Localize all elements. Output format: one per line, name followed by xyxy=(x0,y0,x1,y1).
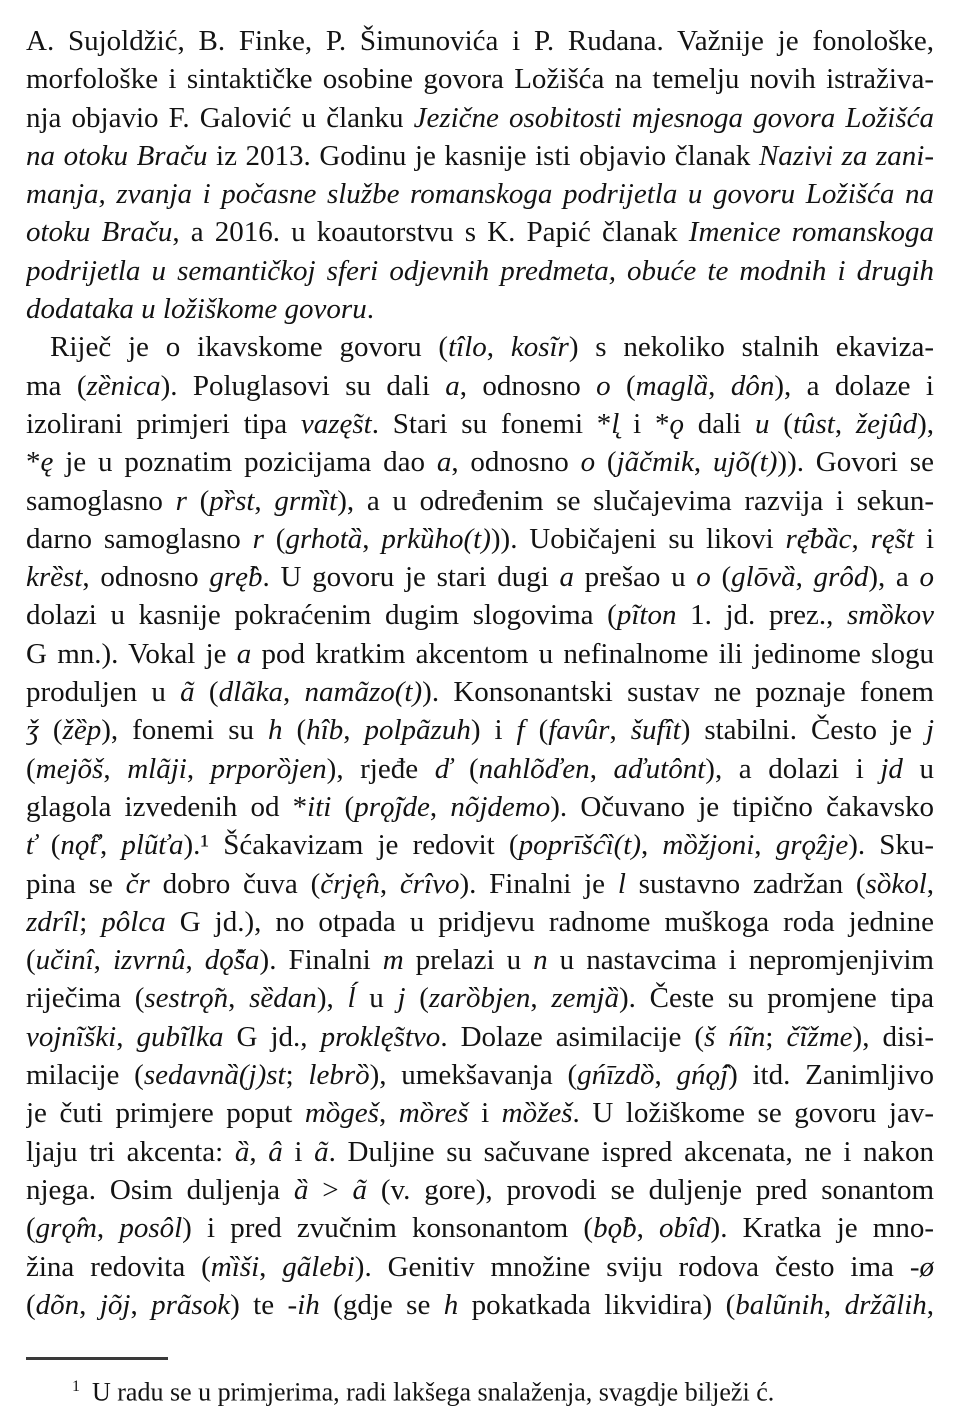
text-line xyxy=(26,826,934,864)
text-segment: ), xyxy=(917,407,934,440)
text-segment: ) stabilni. Često je xyxy=(680,714,926,747)
text-segment: žina redovita ( xyxy=(26,1250,211,1283)
text-segment: ), a dolaze i xyxy=(774,369,934,402)
italic-text-segment: gńīzdȍ xyxy=(577,1059,655,1092)
text-line xyxy=(26,290,934,328)
footnote xyxy=(26,1370,934,1410)
text-segment: , xyxy=(926,867,934,900)
text-segment: , odnosno xyxy=(82,561,210,594)
italic-text-segment: nahlõďen xyxy=(478,752,590,785)
italic-text-segment: obîd xyxy=(658,1212,711,1245)
text-segment: ( xyxy=(194,676,219,709)
text-segment: nja objavio F. Galović u članku xyxy=(26,101,414,134)
text-segment: ), rjeđe xyxy=(326,752,435,785)
text-segment: A. Sujoldžić, B. Finke, P. Šimunovića i P. Rudana. Važnije je fonološke, xyxy=(26,25,934,57)
text-segment: ), a xyxy=(868,561,920,594)
text-line xyxy=(26,405,934,443)
text-segment: ), umekšavanja ( xyxy=(369,1059,578,1092)
text-line xyxy=(26,979,934,1017)
italic-text-segment: dõn xyxy=(35,1288,80,1321)
text-segment: )). Uobičajeni su likovi xyxy=(490,522,786,555)
text-line xyxy=(26,252,934,290)
italic-text-segment: črîvo xyxy=(399,867,460,900)
italic-text-segment: ujõ(t) xyxy=(712,446,778,479)
footnote-text: U radu se u primjerima, radi lakšega snalaženja, svagdje bilježi ć. xyxy=(92,1377,775,1407)
italic-text-segment: aďutônt xyxy=(613,752,706,785)
text-segment: ), xyxy=(316,982,348,1015)
text-segment: ( xyxy=(186,484,210,517)
text-line xyxy=(26,22,934,60)
text-segment: prelazi u xyxy=(403,944,534,977)
italic-text-segment: jãčmik xyxy=(616,446,694,479)
italic-text-segment: namãzo(t) xyxy=(304,676,423,709)
italic-text-segment: bǫ̂b xyxy=(593,1212,637,1245)
italic-text-segment: smȍkov xyxy=(847,599,934,632)
text-segment: . Stari su fonemi * xyxy=(371,407,612,440)
text-line xyxy=(26,482,934,520)
italic-text-segment: prãsok xyxy=(151,1288,231,1321)
italic-text-segment: r xyxy=(175,484,187,517)
italic-text-segment: čr xyxy=(125,867,150,900)
text-segment: ( xyxy=(26,1212,36,1245)
text-segment: dali xyxy=(683,407,755,440)
text-segment: , xyxy=(103,752,128,785)
italic-text-segment: maglȁ xyxy=(635,369,709,402)
text-segment: , xyxy=(754,829,776,862)
text-segment: , xyxy=(708,369,731,402)
italic-text-segment: l̨ xyxy=(611,407,620,440)
text-line xyxy=(26,788,934,826)
italic-text-segment: gãlebi xyxy=(282,1250,355,1283)
text-segment: ( xyxy=(263,522,286,555)
italic-text-segment: ǫ xyxy=(669,407,684,440)
text-segment: )). Govori se xyxy=(777,446,934,479)
text-segment: u xyxy=(902,752,934,785)
italic-text-segment: iti xyxy=(307,790,332,823)
italic-text-segment: Imenice romanskoga xyxy=(688,216,934,249)
text-segment: ) s nekoliko stalnih ekaviza- xyxy=(568,331,934,364)
text-segment: , a 2016. u koautorstvu s K. Papić članak xyxy=(172,216,689,249)
text-segment: ( xyxy=(610,369,636,402)
italic-text-segment: žejûd xyxy=(855,407,918,440)
text-segment: glagola izvedenih od * xyxy=(26,790,308,823)
text-segment: ). Očuvano je tipično čakavsko xyxy=(550,790,934,823)
italic-text-segment: jõj xyxy=(99,1288,131,1321)
text-segment: ( xyxy=(524,714,549,747)
italic-text-segment: jd xyxy=(880,752,903,785)
text-line xyxy=(26,558,934,596)
italic-text-segment: a xyxy=(436,446,452,479)
italic-text-segment: ȁ xyxy=(293,1173,309,1206)
text-segment: Riječ je o ikavskome govoru ( xyxy=(50,331,449,364)
italic-text-segment: š ńĩn xyxy=(704,1020,766,1053)
text-line xyxy=(26,1094,934,1132)
italic-text-segment: posôl xyxy=(119,1212,183,1245)
text-segment: , xyxy=(362,522,382,555)
text-segment: , odnosno xyxy=(459,369,597,402)
italic-text-segment: sedavnȁ(j)st xyxy=(143,1059,286,1092)
text-segment: G mn.). Vokal je xyxy=(26,637,237,670)
text-segment: . U ložiškome se govoru jav- xyxy=(572,1097,934,1130)
text-segment: ( xyxy=(38,714,63,747)
text-line xyxy=(26,175,934,213)
text-segment: * xyxy=(26,446,41,479)
text-line xyxy=(26,520,934,558)
italic-text-segment: ã xyxy=(314,1135,329,1168)
italic-text-segment: o xyxy=(596,369,611,402)
text-segment: ). Sku- xyxy=(848,829,934,862)
text-segment: , xyxy=(254,484,275,517)
italic-text-segment: ã xyxy=(180,676,195,709)
italic-text-segment: tîlo xyxy=(448,331,487,364)
italic-text-segment: polpãzuh xyxy=(364,714,471,747)
text-segment: , xyxy=(228,982,250,1015)
italic-text-segment: prporȍjen xyxy=(210,752,327,785)
text-line xyxy=(26,328,934,366)
text-segment: ( xyxy=(331,790,355,823)
italic-text-segment: Nazivi za zani- xyxy=(758,139,934,172)
text-segment: samoglasno xyxy=(26,484,176,517)
text-segment: ) i pred zvučnim konsonantom ( xyxy=(182,1212,594,1245)
footnote-rule xyxy=(26,1357,168,1360)
text-segment: i xyxy=(914,522,934,555)
italic-text-segment: nõjdemo xyxy=(450,790,551,823)
text-segment: , xyxy=(130,1288,152,1321)
text-line xyxy=(26,137,934,175)
text-segment: dobro čuva ( xyxy=(149,867,321,900)
text-line xyxy=(26,1056,934,1094)
text-segment: , xyxy=(93,944,113,977)
italic-text-segment: Jezične osobitosti mjesnoga govora Ložišća xyxy=(413,101,934,134)
italic-text-segment: mejõš xyxy=(35,752,104,785)
text-segment: njega. Osim duljenja xyxy=(26,1173,294,1206)
text-segment: ( xyxy=(595,446,617,479)
text-line xyxy=(26,213,934,251)
italic-text-segment: pȑst xyxy=(209,484,255,517)
italic-text-segment: grǫ̂m xyxy=(35,1212,97,1245)
text-segment: . U govoru je stari dugi xyxy=(262,561,560,594)
text-line xyxy=(26,99,934,137)
italic-text-segment: j xyxy=(925,714,934,747)
text-segment: i * xyxy=(619,407,670,440)
text-segment: ) te xyxy=(230,1288,288,1321)
text-segment: , xyxy=(486,331,511,364)
italic-text-segment: glōvȁ xyxy=(731,561,796,594)
italic-text-segment: r xyxy=(252,522,264,555)
italic-text-segment: žȅp xyxy=(62,714,102,747)
text-segment: ). Česte su promjene tipa xyxy=(619,982,934,1015)
italic-text-segment: dôn xyxy=(730,369,775,402)
italic-text-segment: lebrȍ xyxy=(308,1059,370,1092)
italic-text-segment: â xyxy=(268,1135,283,1168)
italic-text-segment: j xyxy=(397,982,406,1015)
text-segment: , xyxy=(429,790,451,823)
italic-text-segment: hîb xyxy=(306,714,344,747)
italic-text-segment: grę̂b xyxy=(209,561,263,594)
italic-text-segment: zarȍbjen xyxy=(428,982,531,1015)
text-segment: pokatkada likvidira) ( xyxy=(458,1288,736,1321)
italic-text-segment: ȁ xyxy=(234,1135,250,1168)
italic-text-segment: gubĩlka xyxy=(136,1020,224,1053)
italic-text-segment: podrijetla u semantičkoj sferi odjevnih predmeta, obuće te modnih i drugih xyxy=(26,254,934,287)
text-segment: darno samoglasno xyxy=(26,522,253,555)
italic-text-segment: o xyxy=(696,561,711,594)
text-segment: 1. jd. prez., xyxy=(676,599,847,632)
text-segment: ), fonemi su xyxy=(101,714,269,747)
italic-text-segment: manja, zvanja i počasne službe romanskoga podrijetla u govoru Ložišća na xyxy=(26,178,934,211)
italic-text-segment: rę̄bȁc xyxy=(785,522,852,555)
text-line xyxy=(26,941,934,979)
text-line xyxy=(26,635,934,673)
italic-text-segment: poprīšćȉ(t) xyxy=(518,829,641,862)
text-segment: ), a u određenim se slučajevima razvija i sekun- xyxy=(337,484,934,517)
text-segment: (v. gore), provodi se duljenje pred sonantom xyxy=(366,1173,934,1206)
text-segment: ljaju tri akcenta: xyxy=(26,1135,235,1168)
text-line xyxy=(26,596,934,634)
text-segment: , xyxy=(609,714,631,747)
text-segment: ( xyxy=(452,752,479,785)
italic-text-segment: o xyxy=(580,446,596,479)
text-segment: , xyxy=(636,1212,659,1245)
italic-text-segment: vazę̃st xyxy=(300,407,372,440)
italic-text-segment: sȍkol xyxy=(865,867,927,900)
text-segment: ). Genitiv množine sviju rodova često ima xyxy=(354,1250,910,1283)
text-line xyxy=(26,1018,934,1056)
italic-text-segment: plũťa xyxy=(121,829,184,862)
text-segment: , xyxy=(834,407,856,440)
text-segment: dolazi u kasnije pokraćenim dugim slogovima ( xyxy=(26,599,617,632)
text-segment: ( xyxy=(26,1288,36,1321)
text-segment: ), disi- xyxy=(852,1020,934,1053)
italic-text-segment: sestrǫ̃n xyxy=(144,982,229,1015)
text-line xyxy=(26,673,934,711)
italic-text-segment: učinî xyxy=(35,944,94,977)
text-line xyxy=(26,367,934,405)
italic-text-segment: gńǫ̂j xyxy=(676,1059,729,1092)
italic-text-segment: mȍžjoni xyxy=(662,829,755,862)
italic-text-segment: u xyxy=(755,407,770,440)
italic-text-segment: zȅnica xyxy=(86,369,161,402)
italic-text-segment: l xyxy=(617,867,626,900)
italic-text-segment: ę xyxy=(40,446,54,479)
text-line xyxy=(26,1286,934,1324)
text-segment: ( xyxy=(26,944,36,977)
italic-text-segment: šufît xyxy=(630,714,681,747)
text-segment: . Dolaze asimilacije ( xyxy=(440,1020,705,1053)
text-segment: ( xyxy=(282,714,307,747)
italic-text-segment: a xyxy=(559,561,574,594)
italic-text-segment: nǫ̂ť xyxy=(60,829,100,862)
text-segment: morfološke i sintaktičke osobine govora Ložišća na temelju novih istraživa- xyxy=(26,63,934,96)
italic-text-segment: ǯ xyxy=(26,714,39,747)
text-segment: , xyxy=(589,752,614,785)
text-segment: sustavno zadržan ( xyxy=(625,867,866,900)
italic-text-segment: mȍžeš xyxy=(501,1097,573,1130)
text-line xyxy=(26,60,934,98)
italic-text-segment: mȉši xyxy=(210,1250,260,1283)
italic-text-segment: m xyxy=(382,944,404,977)
text-segment: pod kratkim akcentom u nefinalnome ili jedinome slogu xyxy=(251,637,934,670)
text-segment: iz 2013. Godinu je kasnije isti objavio članak xyxy=(207,139,759,172)
text-line xyxy=(26,711,934,749)
text-segment: ; xyxy=(79,905,102,938)
text-segment: ), a dolazi i xyxy=(705,752,881,785)
italic-text-segment: a xyxy=(236,637,252,670)
text-segment: ). Finalni xyxy=(259,944,383,977)
italic-text-segment: n xyxy=(533,944,548,977)
italic-text-segment: h xyxy=(268,714,283,747)
text-segment: , xyxy=(96,1212,120,1245)
italic-text-segment: zemjȁ xyxy=(551,982,620,1015)
italic-text-segment: rę̃st xyxy=(870,522,915,555)
text-segment: izolirani primjeri tipa xyxy=(26,407,301,440)
text-segment: , xyxy=(654,1059,677,1092)
italic-text-segment: na otoku Braču xyxy=(26,139,208,172)
italic-text-segment: h xyxy=(443,1288,459,1321)
italic-text-segment: prǫ̃jde xyxy=(354,790,430,823)
text-segment: u nastavcima i nepromjenjivim xyxy=(547,944,934,977)
italic-text-segment: favûr xyxy=(548,714,610,747)
text-segment: , xyxy=(795,561,814,594)
text-segment: produljen u xyxy=(26,676,181,709)
text-segment: ; xyxy=(285,1059,309,1092)
italic-text-segment: dodataka u ložiškome govoru xyxy=(26,293,367,326)
text-segment: , xyxy=(926,1288,934,1321)
italic-text-segment: grôd xyxy=(813,561,869,594)
text-segment: > xyxy=(308,1173,353,1206)
text-segment: G jd.), no otpada u pridjevu radnome muškoga roda jednine xyxy=(165,905,934,938)
text-segment: , xyxy=(116,1020,137,1053)
italic-text-segment: mlãji xyxy=(127,752,187,785)
text-segment: , xyxy=(99,829,122,862)
italic-text-segment: balũnih xyxy=(735,1288,824,1321)
italic-text-segment: vojnĩški xyxy=(26,1020,117,1053)
text-line xyxy=(26,1209,934,1247)
italic-text-segment: proklę̃stvo xyxy=(320,1020,441,1053)
italic-text-segment: mȍreš xyxy=(398,1097,469,1130)
text-segment: ) itd. Zanimljivo xyxy=(728,1059,934,1092)
text-segment: , xyxy=(693,446,713,479)
text-segment: , xyxy=(378,1097,399,1130)
text-block xyxy=(26,22,934,1324)
text-segment: ( xyxy=(36,829,61,862)
italic-text-segment: grmȉt xyxy=(274,484,338,517)
text-segment: u xyxy=(355,982,398,1015)
italic-text-segment: sȅdan xyxy=(249,982,317,1015)
text-segment: , xyxy=(79,1288,100,1321)
text-line xyxy=(26,750,934,788)
text-segment: , xyxy=(283,676,305,709)
italic-text-segment: mȍgeš xyxy=(304,1097,379,1130)
text-segment: , xyxy=(259,1250,283,1283)
text-line xyxy=(26,865,934,903)
text-segment: G jd., xyxy=(223,1020,321,1053)
text-segment: ). Finalni je xyxy=(459,867,618,900)
italic-text-segment: prkȕho(t) xyxy=(381,522,491,555)
italic-text-segment: o xyxy=(919,561,934,594)
text-segment: i xyxy=(468,1097,502,1130)
text-segment: . Duljine su sačuvane ispred akcenata, ne i nakon xyxy=(328,1135,934,1168)
text-segment: ( xyxy=(405,982,429,1015)
italic-text-segment: čĩžme xyxy=(786,1020,853,1053)
text-segment: ).¹ Šćakavizam je redovit ( xyxy=(183,829,519,862)
text-line xyxy=(26,903,934,941)
italic-text-segment: -ih xyxy=(287,1288,320,1321)
italic-text-segment: dǫ̂ša xyxy=(204,944,260,977)
text-segment: milacije ( xyxy=(26,1059,144,1092)
italic-text-segment: krȅst xyxy=(26,561,83,594)
text-segment: riječima ( xyxy=(26,982,145,1015)
italic-text-segment: ã xyxy=(352,1173,367,1206)
italic-text-segment: ť xyxy=(26,829,37,862)
text-segment: pina se xyxy=(26,867,126,900)
text-segment: , xyxy=(343,714,365,747)
text-segment: , odnosno xyxy=(451,446,581,479)
italic-text-segment: a xyxy=(445,369,460,402)
text-segment: , xyxy=(530,982,552,1015)
text-segment: , xyxy=(185,944,205,977)
text-segment: je u poznatim pozicijama dao xyxy=(53,446,437,479)
italic-text-segment: pôlca xyxy=(101,905,166,938)
text-segment: ). Konsonantski sustav ne poznaje fonem xyxy=(422,676,934,709)
text-segment: ). Poluglasovi su dali xyxy=(160,369,446,402)
italic-text-segment: pĩton xyxy=(616,599,677,632)
text-line xyxy=(26,1171,934,1209)
text-segment: (gdje se xyxy=(319,1288,444,1321)
italic-text-segment: kosĩr xyxy=(510,331,569,364)
italic-text-segment: f xyxy=(516,714,525,747)
italic-text-segment: držãlih xyxy=(844,1288,927,1321)
italic-text-segment: otoku Braču xyxy=(26,216,173,249)
text-segment: ( xyxy=(710,561,732,594)
text-segment: ; xyxy=(765,1020,787,1053)
text-segment: ( xyxy=(26,752,36,785)
text-segment: , xyxy=(186,752,211,785)
text-segment: , xyxy=(851,522,871,555)
italic-text-segment: grǫ̂zje xyxy=(775,829,849,862)
text-segment: ( xyxy=(769,407,793,440)
text-segment: , xyxy=(641,829,663,862)
text-line xyxy=(26,1248,934,1286)
text-segment: , xyxy=(249,1135,269,1168)
text-line xyxy=(26,1133,934,1171)
italic-text-segment: zdrîl xyxy=(26,905,80,938)
footnote-marker: 1 xyxy=(72,1378,80,1396)
text-segment: ). Kratka je mno- xyxy=(710,1212,934,1245)
italic-text-segment: črję̂n xyxy=(320,867,380,900)
text-segment: , xyxy=(379,867,400,900)
text-segment: ) i xyxy=(470,714,517,747)
italic-text-segment: ĺ xyxy=(347,982,356,1015)
italic-text-segment: dlãka xyxy=(218,676,284,709)
italic-text-segment: izvrnû xyxy=(112,944,186,977)
text-segment: , xyxy=(823,1288,845,1321)
text-segment: ma ( xyxy=(26,369,87,402)
text-segment: prešao u xyxy=(573,561,697,594)
text-segment: je čuti primjere poput xyxy=(26,1097,305,1130)
italic-text-segment: -ø xyxy=(909,1250,934,1283)
text-segment: i xyxy=(282,1135,315,1168)
italic-text-segment: grhotȁ xyxy=(285,522,363,555)
text-segment: . xyxy=(366,293,374,326)
italic-text-segment: tûst xyxy=(792,407,835,440)
text-line xyxy=(26,443,934,481)
italic-text-segment: ď xyxy=(434,752,453,785)
